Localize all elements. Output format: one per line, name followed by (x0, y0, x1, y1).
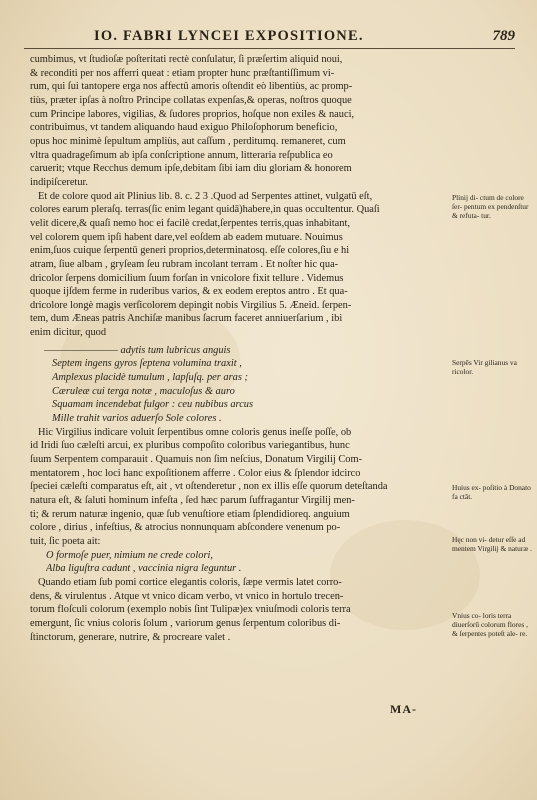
text-line: natura eſt, & ſaluti hominum infeſta , ſed hæc parum ſuffragantur Virgilij men- (30, 495, 355, 506)
text-line: Hic Virgilius indicare voluit ſerpentibus omne coloris genus ineſſe poſſe, ob (38, 426, 352, 438)
text-line: Quando etiam ſub pomi cortice elegantis coloris, ſæpe vermis latet corro- (38, 576, 342, 588)
text-line: cum Principe labores, vigilias, & ſudores proprios, hoſque non exiles & nauci, (30, 108, 355, 120)
quote-line: O formoſe puer, nimium ne crede colori, (46, 549, 213, 561)
header-rule (24, 48, 515, 49)
text-line: colores earum pleraſq. terras(ſic enim legant quidā)habere,in quas occultentur. Quaſi (30, 204, 380, 216)
margin-note: Hęc non vi- detur eſſe ad mentem Virgilij & naturæ . (452, 535, 532, 554)
running-head: IO. FABRI LYNCEI EXPOSITIONE. (94, 28, 364, 44)
margin-note: Vnius co- loris terra diuerſorū colorum flores , & ſerpentes poteſt ale- re. (452, 611, 528, 639)
verse-line: Septem ingens gyros ſeptena volumina traxit , (52, 358, 242, 370)
text-line: tuit, ſic poeta ait: (30, 535, 101, 547)
catchword: MA- (390, 702, 417, 716)
poem-quotation (46, 549, 448, 576)
paragraph (30, 190, 448, 340)
paragraph (30, 426, 448, 549)
text-line: ſtinctorum, generare, nutrire, & procreare valet . (30, 631, 231, 643)
margin-note: Plinij di- ctum de colore ſer- pentum ex pendenſtur & refuta- tur. (452, 193, 529, 221)
verse-line: Squamam incendebat fulgor : ceu nubibus arcus (52, 399, 254, 411)
text-line: vel colorem quem ipſi habent dare,vel eoſdem ab eadem mutuare. Nouimus (30, 231, 343, 243)
text-line: ti; & rerum naturæ ingenio, quæ ſub venuſtiore etiam ſplendidioreq. anguium (30, 508, 350, 520)
margin-note: Huius ex- poſitio à Donato fa ctāt. (452, 483, 531, 502)
text-line: id Iridi ſuo cæleſti arcui, ex pluribus compoſito coloribus variegantibus, hunc (30, 440, 350, 452)
text-line: tiùs, præter ipſas à noſtro Principe collatas expenſas,& operas, noſtros quoque (30, 94, 352, 106)
text-line: enim dicitur, quod (30, 327, 107, 339)
text-line: emergunt, ſic vnius coloris ſolum , variorum genus ſerpentum coloribus di- (30, 617, 341, 629)
text-line: caruerit; vtque Recchus demum ipſe,debitam ſibi iam diu gloriam & honorem (30, 163, 352, 175)
text-line: enim,ſuos cuique ſerpentū generi proprios,determinatosq. eſſe colores,ſiu e hi (30, 245, 350, 257)
quote-line: Alba liguſtra cadunt , vaccinia nigra leguntur . (46, 563, 242, 575)
text-line: dens, & virulentus . Atque vt vnico dicam verbo, vt vnico in hortulo trecen- (30, 590, 344, 602)
text-line: tem, dum Æneas patris Anchiſæ manibus ſacrum faceret anniuerſarium , ibi (30, 313, 343, 325)
text-line: atram, ſiue albam , gryſeam ſeu rubram incolant terram . Et noſter hic qua- (30, 258, 339, 270)
margin-note: Serpēs Vir gilianus va ricolor. (452, 358, 517, 377)
text-line: contribuimus, vt tandem aliquando haud exiguo Philoſophorum beneficio, (30, 122, 338, 134)
text-line: ſpeciei cæleſti comparatus eſt, ait , vt oſtenderetur , non ex illis eſſe quorum deteſtanda (30, 481, 388, 493)
text-line: & reconditi per nos afferri queat : etiam propter hunc præſtantiſſimum vi- (30, 67, 335, 79)
text-line: velit dicere,& quaſi nemo hoc ei facilè credat,ſerpentes terris,quas inhabitant, (30, 217, 350, 229)
text-line: vltra quadrageſimum ab ipſa conſcriptione annum, litteraria reſpublica eo (30, 149, 333, 161)
text-line: dricolor ſerpens domicilium ſuum forſan in vnicolore fixit tellure . Videmus (30, 272, 344, 284)
page-number: 789 (492, 28, 515, 44)
paragraph (30, 576, 448, 644)
text-line: dricolore longè magis verſicolorem depingit nobis Virgilius 5. Æneid. ſerpen- (30, 299, 352, 311)
text-line: mentatorem , hoc loci hanc expoſitionem afferre . Color eius & ſplendor idcirco (30, 467, 361, 479)
text-line: Et de colore quod ait Plinius lib. 8. c. 2 3 .Quod ad Serpentes attinet, vulgatū eſt, (38, 190, 373, 202)
text-line: colore , dirius , infeſtius, & atrocius nonnunquam abſcondere venenum po- (30, 522, 341, 534)
text-line: cumbimus, vt ſtudioſæ poſteritati rectè conſulatur, ſi præſertim aliquid noui, (30, 54, 343, 65)
paragraph (30, 53, 448, 190)
text-line: ſuum Serpentem comparauit . Quamuis non ſim neſcius, Donatum Virgilij Com- (30, 454, 363, 466)
text-line: torum floſculi colorum (exemplo nobis ſint Tulipæ)ex vniuſmodi coloris terra (30, 604, 351, 616)
text-line: rum, qui ſui tantopere erga nos affectû amoris oſtendit eò libentiùs, ac promp- (30, 81, 353, 93)
text-line: indipiſceretur. (30, 176, 88, 188)
verse-line: Mille trahit varios aduerſo Sole colores . (52, 413, 222, 425)
verse-line: ———————— adytis tum lubricus anguis (44, 344, 231, 356)
text-line: quoque ijſdem ferme in ruderibus varios, & ex eodem ereptos antro . Et qua- (30, 286, 348, 298)
text-line: opus hoc minimè ſepultum ampliùs, aut caſſum , perditumq. remaneret, cum (30, 135, 346, 147)
verse-line: Cæruleæ cui terga notæ , maculoſus & auro (52, 385, 235, 397)
main-text (30, 53, 448, 644)
verse-quotation (44, 344, 448, 426)
verse-line: Amplexus placidè tumulum , lapſuſq. per aras ; (52, 372, 248, 384)
page-header (24, 28, 523, 48)
